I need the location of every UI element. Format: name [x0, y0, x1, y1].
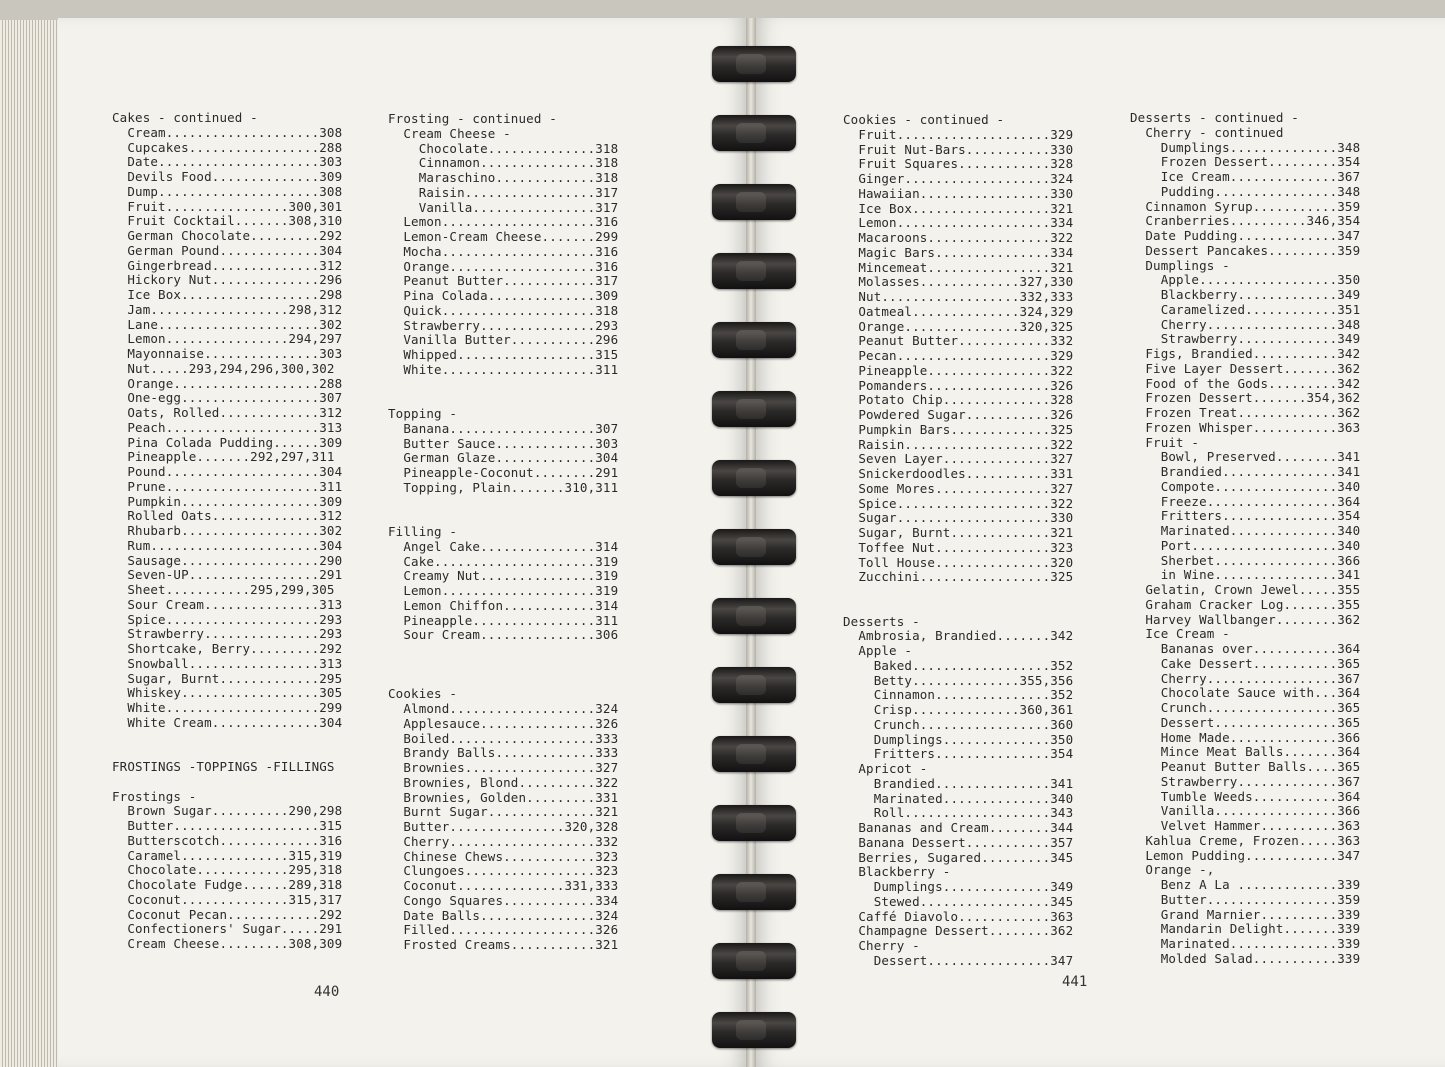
- index-entry: Orange...................316: [388, 258, 619, 274]
- index-entry: Brownies, Blond..........322: [388, 774, 619, 790]
- index-entry: Congo Squares............334: [388, 892, 619, 908]
- index-entry: Raisin.................317: [388, 184, 619, 200]
- index-entry: Peanut Butter............332: [843, 333, 1074, 349]
- index-entry: Five Layer Dessert.......362: [1130, 360, 1361, 376]
- index-entry: Caffé Diavolo............363: [843, 908, 1074, 924]
- index-entry: Maraschino.............318: [388, 170, 619, 185]
- index-entry: Hawaiian.................330: [843, 185, 1074, 201]
- index-entry: Champagne Dessert........362: [843, 923, 1074, 939]
- index-entry: German Pound.............304: [112, 242, 343, 258]
- index-entry: Banana...................307: [388, 420, 619, 436]
- index-entry: [843, 585, 1073, 600]
- index-entry: Nut.....293,294,296,300,302: [112, 360, 335, 376]
- index-entry: [843, 600, 1073, 615]
- index-entry: Clungoes.................323: [388, 863, 619, 879]
- index-entry: Dump.....................308: [112, 183, 343, 199]
- index-entry: Strawberry...............293: [112, 626, 343, 642]
- index-entry: Freeze.................364: [1130, 493, 1361, 509]
- index-entry: Brandy Balls.............333: [388, 745, 619, 761]
- index-entry: Fruit Nut-Bars...........330: [843, 141, 1074, 157]
- right-page-number: 441: [1062, 974, 1088, 990]
- index-entry: Gingerbread..............312: [112, 257, 343, 273]
- index-entry: Fruit....................329: [843, 126, 1074, 142]
- index-entry: Topping, Plain.......310,311: [388, 479, 619, 495]
- index-entry: Dumplings..............350: [843, 731, 1074, 747]
- index-entry: Vanilla Butter...........296: [388, 332, 619, 348]
- index-entry: [388, 510, 618, 525]
- index-entry: Apple..................350: [1130, 272, 1361, 288]
- index-entry: Pumpkin Bars.............325: [843, 421, 1074, 437]
- index-entry: Fruit................300,301: [112, 198, 343, 214]
- index-entry: Bananas over...........364: [1130, 641, 1361, 656]
- left-page-index-column-1: [112, 111, 342, 952]
- index-entry: Coconut..............331,333: [388, 878, 619, 893]
- binding-coil: [712, 322, 796, 358]
- index-entry: Blackberry.............349: [1130, 287, 1361, 302]
- index-entry: Crunch.................360: [843, 716, 1074, 732]
- index-entry: Pineapple................322: [843, 362, 1074, 378]
- index-entry: Peach....................313: [112, 419, 343, 435]
- index-entry: Date Balls...............324: [388, 907, 619, 923]
- index-entry: [112, 745, 342, 760]
- index-entry: Chocolate Sauce with...364: [1130, 685, 1361, 701]
- index-entry: Cherry.................367: [1130, 670, 1361, 686]
- index-entry: Brandied...............341: [843, 775, 1074, 791]
- right-page-index-column-1: [843, 113, 1073, 969]
- index-entry: Date.....................303: [112, 154, 343, 170]
- index-entry: Sour Cream...............313: [112, 596, 343, 612]
- index-entry: Crisp..............360,361: [843, 702, 1074, 717]
- index-entry: Peanut Butter............317: [388, 273, 619, 289]
- index-entry: Cupcakes.................288: [112, 139, 343, 155]
- index-entry: Pound....................304: [112, 464, 343, 479]
- index-entry: Compote................340: [1130, 478, 1361, 494]
- index-entry: Pineapple................311: [388, 612, 619, 628]
- index-entry: [388, 496, 618, 511]
- index-entry: Sugar....................330: [843, 510, 1074, 526]
- index-entry: Marinated..............340: [1130, 523, 1361, 538]
- index-entry: Peanut Butter Balls....365: [1130, 759, 1361, 774]
- index-entry: Cinnamon...............318: [388, 155, 619, 171]
- index-entry: Creamy Nut...............319: [388, 568, 619, 584]
- index-entry: Ice Cream -: [1130, 626, 1230, 642]
- index-entry: Whiskey..................305: [112, 685, 343, 701]
- index-entry: Frosted Creams...........321: [388, 937, 619, 952]
- index-entry: Pumpkin..................309: [112, 493, 343, 509]
- index-entry: Desserts - continued -: [1130, 110, 1299, 125]
- index-entry: Macaroons................322: [843, 230, 1074, 245]
- index-entry: Strawberry.............349: [1130, 331, 1361, 347]
- index-entry: Magic Bars...............334: [843, 244, 1074, 260]
- index-entry: Raisin...................322: [843, 436, 1074, 452]
- index-entry: Hickory Nut..............296: [112, 272, 343, 288]
- binding-coil: [712, 460, 796, 496]
- index-entry: Sherbet................366: [1130, 552, 1361, 568]
- index-entry: Ice Box..................321: [843, 200, 1074, 216]
- index-entry: Cookies - continued -: [843, 112, 1005, 127]
- index-entry: Nut..................332,333: [843, 289, 1074, 304]
- index-entry: Cakes - continued -: [112, 110, 258, 125]
- index-entry: Snowball.................313: [112, 655, 343, 671]
- index-entry: Chocolate Fudge......289,318: [112, 877, 343, 892]
- index-entry: Chinese Chews............323: [388, 848, 619, 864]
- index-entry: Pina Colada..............309: [388, 288, 619, 303]
- index-entry: Shortcake, Berry.........292: [112, 641, 343, 656]
- index-entry: Cherry.................348: [1130, 316, 1361, 332]
- index-entry: Zucchini.................325: [843, 569, 1074, 585]
- index-entry: Vanilla................366: [1130, 803, 1361, 819]
- binding-coil: [712, 736, 796, 772]
- index-entry: Fruit Squares............328: [843, 156, 1074, 172]
- index-entry: Confectioners' Sugar.....291: [112, 921, 343, 937]
- index-entry: Marinated..............340: [843, 790, 1074, 806]
- index-entry: German Chocolate.........292: [112, 228, 343, 243]
- index-entry: Cherry...................332: [388, 833, 619, 849]
- index-entry: Crunch.................365: [1130, 700, 1361, 715]
- index-entry: Molasses.............327,330: [843, 274, 1074, 290]
- index-entry: Pineapple.......292,297,311: [112, 449, 335, 465]
- index-entry: Frostings -: [112, 788, 197, 804]
- index-entry: Strawberry...............293: [388, 317, 619, 333]
- index-entry: Orange -,: [1130, 862, 1215, 878]
- index-entry: Pecan....................329: [843, 348, 1074, 363]
- index-entry: Sugar, Burnt.............321: [843, 525, 1074, 540]
- index-entry: Prune....................311: [112, 478, 343, 494]
- index-entry: Desserts -: [843, 613, 920, 629]
- index-entry: Lane.....................302: [112, 316, 343, 332]
- index-entry: Sheet...........295,299,305: [112, 582, 335, 597]
- index-entry: Frozen Whisper...........363: [1130, 419, 1361, 435]
- index-entry: Lemon-Cream Cheese.......299: [388, 229, 619, 244]
- index-entry: Cream Cheese.........308,309: [112, 936, 343, 951]
- index-entry: Seven Layer..............327: [843, 451, 1074, 467]
- index-entry: Sugar, Burnt.............295: [112, 670, 343, 686]
- index-entry: Ice Box..................298: [112, 287, 343, 302]
- index-entry: Oats, Rolled.............312: [112, 405, 343, 420]
- binding-coil: [712, 253, 796, 289]
- index-entry: Cranberries..........346,354: [1130, 213, 1361, 229]
- index-entry: Orange...................288: [112, 375, 343, 391]
- index-entry: Coconut..............315,317: [112, 891, 343, 907]
- index-entry: Butter...............320,328: [388, 819, 619, 834]
- index-entry: Bananas and Cream........344: [843, 820, 1074, 835]
- left-page-index-column-2: [388, 112, 618, 953]
- index-entry: Grand Marnier..........339: [1130, 906, 1361, 922]
- index-entry: Boiled...................333: [388, 730, 619, 746]
- index-entry: Mandarin Delight.......339: [1130, 921, 1361, 937]
- index-entry: Dumplings..............349: [843, 879, 1074, 894]
- index-entry: Pineapple-Coconut........291: [388, 465, 619, 480]
- index-entry: Snickerdoodles...........331: [843, 466, 1074, 481]
- index-entry: Cherry -: [843, 938, 920, 953]
- index-entry: Velvet Hammer..........363: [1130, 818, 1361, 833]
- index-entry: Filling -: [388, 524, 458, 539]
- index-entry: [388, 643, 618, 658]
- index-entry: Kahlua Creme, Frozen.....363: [1130, 832, 1361, 848]
- index-entry: Cream....................308: [112, 124, 343, 140]
- index-entry: Cream Cheese -: [388, 125, 511, 141]
- page-edges: [0, 20, 62, 1067]
- index-entry: Mocha....................316: [388, 243, 619, 259]
- index-entry: Butterscotch.............316: [112, 832, 343, 848]
- index-entry: Lemon Chiffon............314: [388, 597, 619, 613]
- binding-coil: [712, 1012, 796, 1048]
- index-entry: Dumplings..............348: [1130, 139, 1361, 155]
- index-entry: [388, 378, 618, 393]
- index-entry: Ginger...................324: [843, 171, 1074, 186]
- index-entry: Orange...............320,325: [843, 318, 1074, 334]
- index-entry: Home Made..............366: [1130, 729, 1361, 745]
- index-entry: Chocolate............295,318: [112, 862, 343, 878]
- index-entry: Whipped..................315: [388, 347, 619, 362]
- index-entry: Butter.................359: [1130, 891, 1361, 907]
- index-entry: Dessert................365: [1130, 714, 1361, 730]
- index-entry: Date Pudding.............347: [1130, 228, 1361, 243]
- index-entry: Mincemeat................321: [843, 259, 1074, 275]
- index-entry: Rum......................304: [112, 537, 343, 553]
- index-entry: Apple -: [843, 643, 913, 658]
- index-entry: Strawberry.............367: [1130, 773, 1361, 789]
- index-entry: Stewed.................345: [843, 893, 1074, 909]
- index-entry: Caramel..............315,319: [112, 847, 343, 863]
- index-entry: Mince Meat Balls.......364: [1130, 744, 1361, 760]
- index-entry: Butter Sauce.............303: [388, 435, 619, 451]
- index-entry: Frosting - continued -: [388, 111, 557, 126]
- index-entry: Brownies, Golden.........331: [388, 789, 619, 805]
- index-entry: [112, 775, 342, 790]
- index-entry: Dessert................347: [843, 952, 1074, 968]
- index-entry: Powdered Sugar...........326: [843, 407, 1074, 422]
- index-entry: [112, 731, 342, 746]
- index-entry: Tumble Weeds...........364: [1130, 788, 1361, 804]
- index-entry: in Wine................341: [1130, 567, 1361, 583]
- index-entry: Lemon....................319: [388, 583, 619, 598]
- index-entry: Filled...................326: [388, 922, 619, 938]
- index-entry: Marinated..............339: [1130, 936, 1361, 951]
- index-entry: FROSTINGS -TOPPINGS -FILLINGS: [112, 759, 335, 774]
- binding-coil: [712, 46, 796, 82]
- index-entry: Cinnamon Syrup...........359: [1130, 198, 1361, 214]
- index-entry: Blackberry -: [843, 864, 951, 880]
- index-entry: Ice Cream..............367: [1130, 169, 1361, 184]
- index-entry: Spice....................322: [843, 495, 1074, 511]
- index-entry: Sour Cream...............306: [388, 627, 619, 643]
- index-entry: White....................299: [112, 700, 343, 715]
- index-entry: Devils Food..............309: [112, 169, 343, 184]
- binding-coil: [712, 805, 796, 841]
- index-entry: Port...................340: [1130, 537, 1361, 553]
- binding-coil: [712, 598, 796, 634]
- index-entry: Fritters...............354: [843, 746, 1074, 762]
- index-entry: Roll...................343: [843, 805, 1074, 821]
- index-entry: Cookies -: [388, 686, 458, 702]
- index-entry: Almond...................324: [388, 701, 619, 716]
- index-entry: Toffee Nut...............323: [843, 539, 1074, 555]
- index-entry: Graham Cracker Log.......355: [1130, 596, 1361, 612]
- index-entry: Topping -: [388, 406, 458, 421]
- index-entry: Spice....................293: [112, 611, 343, 627]
- index-entry: Rolled Oats..............312: [112, 508, 343, 524]
- binding-coil: [712, 943, 796, 979]
- index-entry: Caramelized............351: [1130, 301, 1361, 317]
- index-entry: Brownies.................327: [388, 760, 619, 775]
- index-entry: Cake.....................319: [388, 553, 619, 569]
- index-entry: Chocolate..............318: [388, 140, 619, 156]
- index-entry: Vanilla................317: [388, 199, 619, 215]
- index-entry: Pina Colada Pudding......309: [112, 434, 343, 450]
- index-entry: Butter...................315: [112, 818, 343, 833]
- index-entry: Fruit Cocktail.......308,310: [112, 213, 343, 229]
- index-entry: Rhubarb..................302: [112, 523, 343, 538]
- index-entry: Fruit -: [1130, 434, 1200, 450]
- index-entry: Quick....................318: [388, 302, 619, 318]
- index-entry: Harvey Wallbanger........362: [1130, 611, 1361, 627]
- index-entry: Potato Chip..............328: [843, 392, 1074, 408]
- index-entry: Mayonnaise...............303: [112, 346, 343, 361]
- index-entry: Betty..............355,356: [843, 672, 1074, 688]
- left-page-number: 440: [314, 984, 340, 1000]
- index-entry: Frozen Treat.............362: [1130, 405, 1361, 420]
- index-entry: [388, 673, 618, 688]
- index-entry: Pudding................348: [1130, 183, 1361, 199]
- index-entry: Fritters...............354: [1130, 508, 1361, 524]
- binding-coil: [712, 667, 796, 703]
- index-entry: Toll House...............320: [843, 554, 1074, 570]
- binding-coil: [712, 874, 796, 910]
- index-entry: Berries, Sugared.........345: [843, 849, 1074, 865]
- index-entry: Banana Dessert...........357: [843, 834, 1074, 850]
- index-entry: Pomanders................326: [843, 377, 1074, 393]
- index-entry: Bowl, Preserved........341: [1130, 449, 1361, 465]
- index-entry: Lemon Pudding............347: [1130, 847, 1361, 863]
- right-page-index-column-2: [1130, 111, 1360, 967]
- index-entry: Sausage..................290: [112, 552, 343, 568]
- index-entry: Apricot -: [843, 761, 928, 776]
- index-entry: White....................311: [388, 361, 619, 377]
- index-entry: Ambrosia, Brandied.......342: [843, 628, 1074, 644]
- index-entry: German Glaze.............304: [388, 450, 619, 466]
- binding-coil: [712, 391, 796, 427]
- index-entry: Frozen Dessert.........354: [1130, 154, 1361, 170]
- index-entry: Frozen Dessert.......354,362: [1130, 390, 1361, 406]
- index-entry: Jam..................298,312: [112, 301, 343, 317]
- binding-coil: [712, 184, 796, 220]
- index-entry: Seven-UP.................291: [112, 567, 343, 583]
- index-entry: Cinnamon...............352: [843, 687, 1074, 703]
- index-entry: Angel Cake...............314: [388, 538, 619, 554]
- index-entry: Molded Salad...........339: [1130, 950, 1361, 966]
- index-entry: Lemon................294,297: [112, 331, 343, 347]
- index-entry: Oatmeal..............324,329: [843, 303, 1074, 319]
- index-entry: Gelatin, Crown Jewel.....355: [1130, 582, 1361, 597]
- index-entry: Baked..................352: [843, 657, 1074, 673]
- index-entry: Figs, Brandied...........342: [1130, 346, 1361, 361]
- index-entry: Dessert Pancakes.........359: [1130, 242, 1361, 258]
- index-entry: Brandied...............341: [1130, 464, 1361, 479]
- index-entry: [388, 392, 618, 407]
- index-entry: Lemon....................334: [843, 215, 1074, 231]
- index-entry: Benz A La .............339: [1130, 877, 1361, 892]
- index-entry: [388, 658, 618, 673]
- index-entry: Lemon....................316: [388, 214, 619, 230]
- index-entry: One-egg..................307: [112, 390, 343, 406]
- index-entry: White Cream..............304: [112, 714, 343, 730]
- binding-coil: [712, 529, 796, 565]
- index-entry: Some Mores...............327: [843, 480, 1074, 496]
- index-entry: Dumplings -: [1130, 257, 1230, 273]
- index-entry: Cherry - continued: [1130, 124, 1284, 140]
- index-entry: Coconut Pecan............292: [112, 906, 343, 922]
- binding-coil: [712, 115, 796, 151]
- index-entry: Applesauce...............326: [388, 715, 619, 731]
- index-entry: Burnt Sugar..............321: [388, 804, 619, 820]
- index-entry: Cake Dessert...........365: [1130, 655, 1361, 671]
- index-entry: Food of the Gods.........342: [1130, 375, 1361, 391]
- index-entry: Brown Sugar..........290,298: [112, 803, 343, 819]
